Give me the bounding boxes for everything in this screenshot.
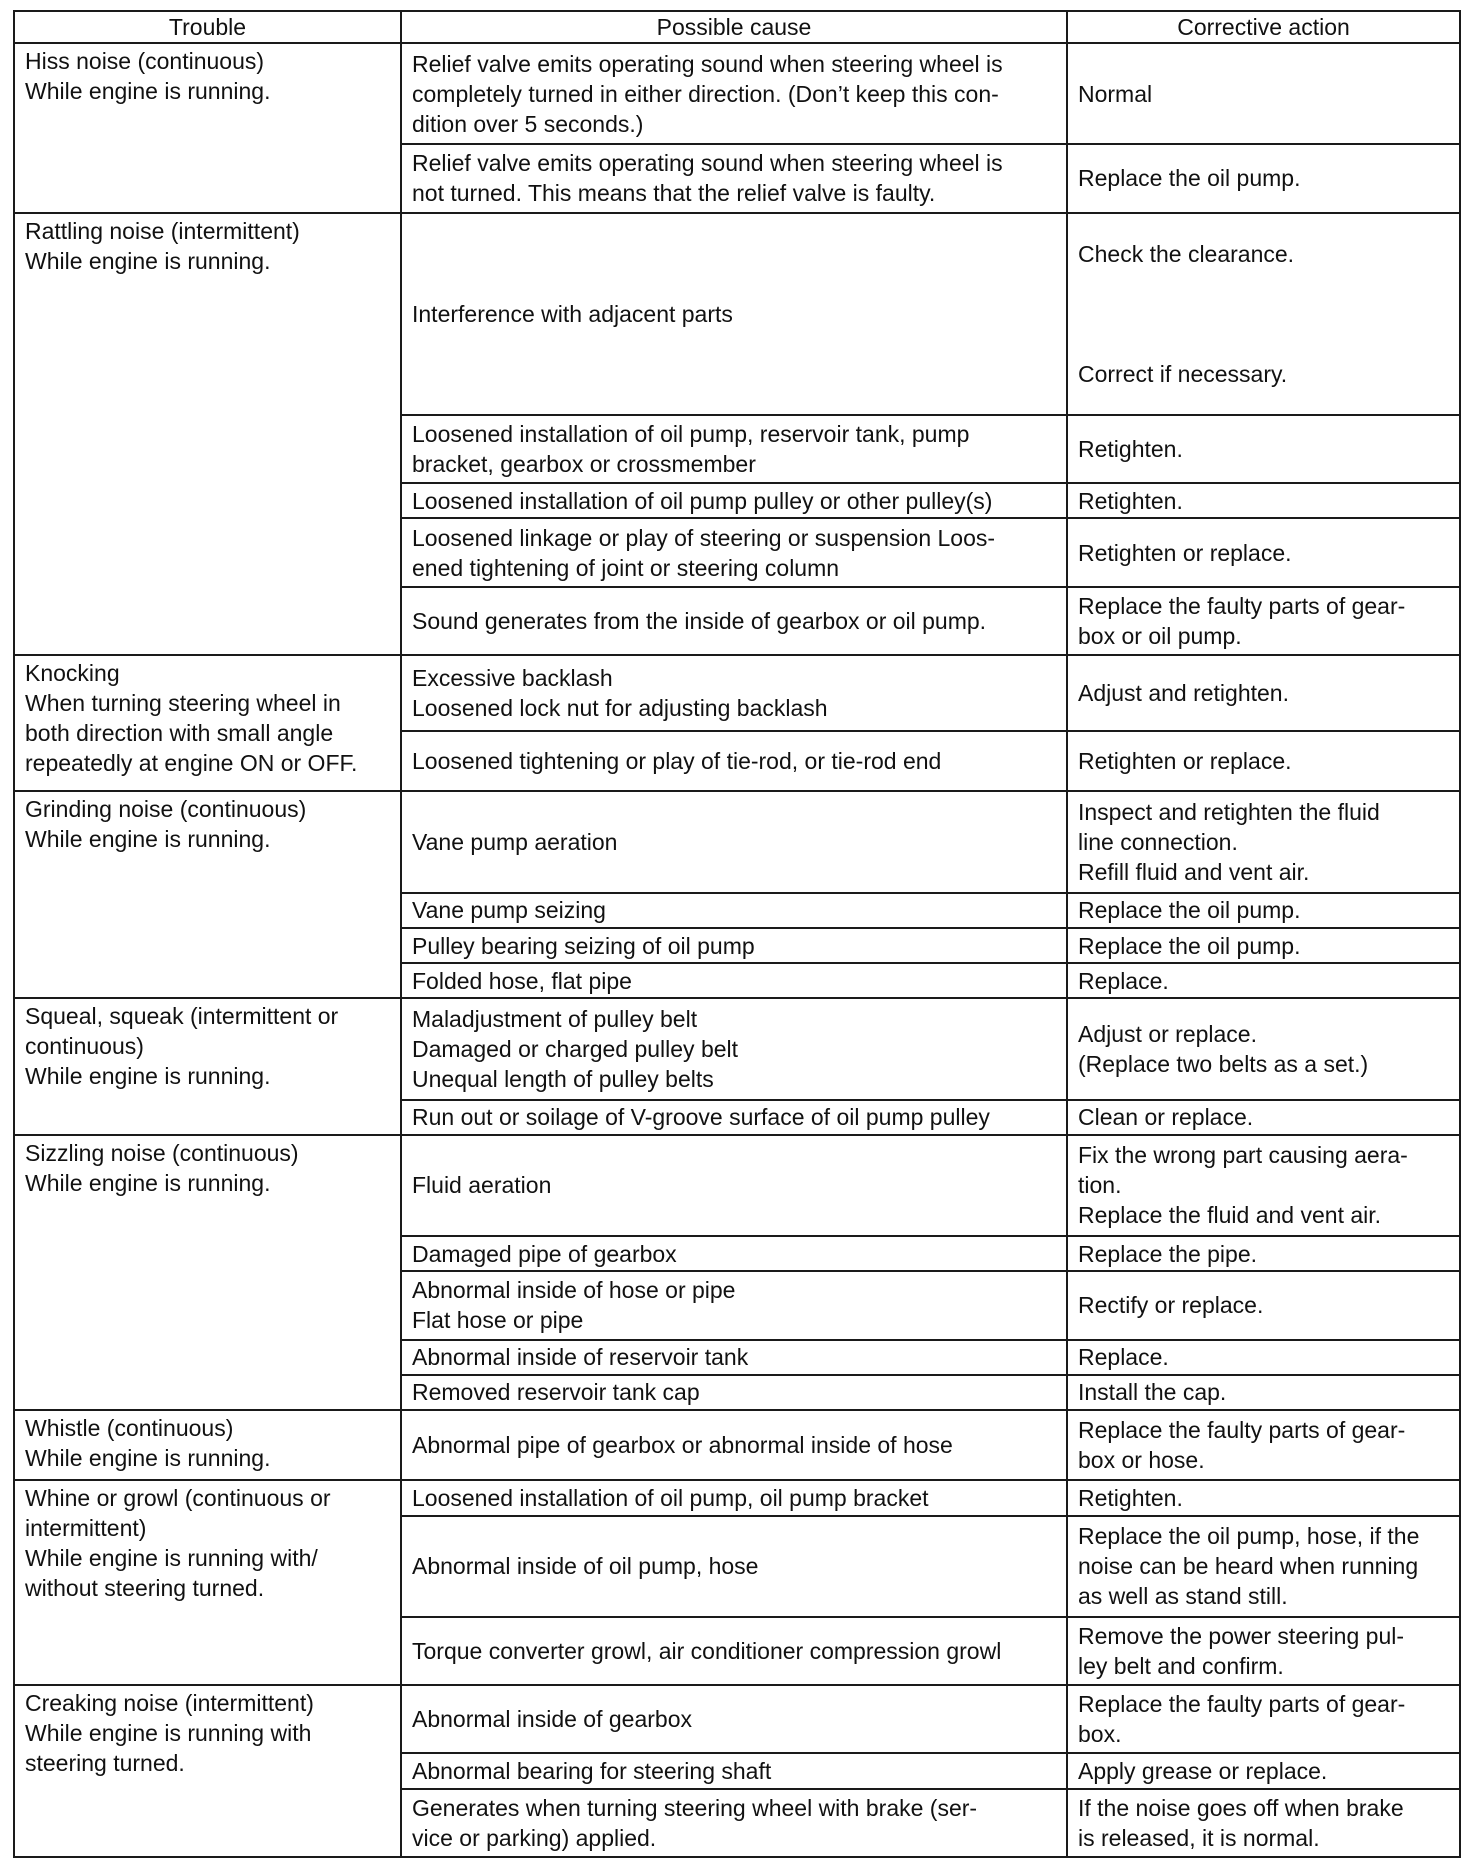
text-line: Whistle (continuous) xyxy=(25,1414,234,1441)
text-line: Abnormal bearing for steering shaft xyxy=(412,1757,772,1784)
possible-cause-cell xyxy=(401,518,1067,586)
corrective-action-cell xyxy=(1067,1100,1460,1135)
text-line: Loosened linkage or play of steering or suspension Loos- xyxy=(412,524,996,551)
text-line: While engine is running. xyxy=(25,78,271,104)
text-line: Replace the faulty parts of gear- xyxy=(1078,1417,1406,1444)
corrective-action-cell xyxy=(1067,1340,1460,1375)
table-row xyxy=(14,655,1460,731)
text-line: Abnormal pipe of gearbox or abnormal inside of hose xyxy=(412,1432,953,1459)
text-line: Replace the oil pump. xyxy=(1078,932,1301,959)
text-line: While engine is running. xyxy=(25,1444,271,1471)
text-line: Vane pump seizing xyxy=(412,897,606,924)
text-line: noise can be heard when running xyxy=(1078,1553,1419,1580)
text-line: Replace. xyxy=(1078,967,1169,994)
table-row xyxy=(14,791,1460,892)
text-line: not turned. This means that the relief valve is faulty. xyxy=(412,180,936,207)
corrective-action-cell xyxy=(1067,655,1460,731)
possible-cause-cell xyxy=(401,1753,1067,1788)
text-line: Rectify or replace. xyxy=(1078,1292,1264,1319)
possible-cause-cell xyxy=(401,963,1067,998)
text-line: Retighten. xyxy=(1078,487,1183,514)
header-corrective-action: Corrective action xyxy=(1067,11,1460,43)
corrective-action-cell xyxy=(1067,415,1460,483)
text-line: line connection. xyxy=(1078,829,1238,856)
possible-cause-cell xyxy=(401,655,1067,731)
text-line: While engine is running with/ xyxy=(25,1545,318,1572)
text-line: Normal xyxy=(1078,80,1153,107)
possible-cause-cell xyxy=(401,415,1067,483)
text-line: Vane pump aeration xyxy=(412,829,618,856)
corrective-action-cell xyxy=(1067,731,1460,792)
table-row xyxy=(14,1410,1460,1480)
text-line: (Replace two belts as a set.) xyxy=(1078,1050,1369,1077)
text-line: as well as stand still. xyxy=(1078,1583,1288,1610)
text-line: Pulley bearing seizing of oil pump xyxy=(412,932,755,959)
table-row xyxy=(14,998,1460,1099)
text-line: While engine is running with xyxy=(25,1720,312,1747)
possible-cause-cell xyxy=(401,1100,1067,1135)
text-line: Replace the faulty parts of gear- xyxy=(1078,1691,1406,1718)
text-line: Abnormal inside of hose or pipe xyxy=(412,1277,736,1304)
table-row xyxy=(14,1135,1460,1236)
corrective-action-cell xyxy=(1067,213,1460,416)
possible-cause-cell xyxy=(401,1789,1067,1857)
possible-cause-cell xyxy=(401,483,1067,518)
trouble-cell xyxy=(14,1135,401,1410)
text-line: Relief valve emits operating sound when steering wheel is xyxy=(412,150,1003,177)
text-line: Whine or growl (continuous or xyxy=(25,1485,331,1512)
text-line: Loosened installation of oil pump, reservoir tank, pump xyxy=(412,421,970,448)
text-line: Replace. xyxy=(1078,1344,1169,1371)
table-row xyxy=(14,1685,1460,1753)
text-line: Retighten. xyxy=(1078,1485,1183,1512)
corrective-action-cell xyxy=(1067,893,1460,928)
possible-cause-cell xyxy=(401,144,1067,212)
text-line: bracket, gearbox or crossmember xyxy=(412,451,756,478)
text-line: Torque converter growl, air conditioner compression growl xyxy=(412,1638,1002,1665)
text-line: Damaged pipe of gearbox xyxy=(412,1240,677,1267)
text-line: Check the clearance. xyxy=(1078,240,1295,267)
text-line: Interference with adjacent parts xyxy=(412,300,733,327)
corrective-action-cell xyxy=(1067,587,1460,655)
possible-cause-cell xyxy=(401,1271,1067,1339)
text-line: Retighten. xyxy=(1078,436,1183,463)
text-line: Flat hose or pipe xyxy=(412,1307,584,1334)
text-line xyxy=(1078,329,1449,359)
text-line: Squeal, squeak (intermittent or xyxy=(25,1003,339,1030)
possible-cause-cell xyxy=(401,998,1067,1099)
troubleshooting-table xyxy=(13,10,1461,1858)
text-line: is released, it is normal. xyxy=(1078,1824,1320,1851)
text-line: Adjust and retighten. xyxy=(1078,679,1289,706)
text-line: ened tightening of joint or steering column xyxy=(412,554,840,581)
corrective-action-cell xyxy=(1067,1236,1460,1271)
corrective-action-cell xyxy=(1067,518,1460,586)
text-line: Replace the oil pump, hose, if the xyxy=(1078,1523,1420,1550)
possible-cause-cell xyxy=(401,1340,1067,1375)
text-line: Replace the fluid and vent air. xyxy=(1078,1202,1382,1229)
text-line: If the noise goes off when brake xyxy=(1078,1794,1404,1821)
text-line: While engine is running. xyxy=(25,1169,271,1196)
corrective-action-cell xyxy=(1067,963,1460,998)
text-line: Replace the faulty parts of gear- xyxy=(1078,592,1406,619)
text-line: Clean or replace. xyxy=(1078,1104,1254,1131)
corrective-action-cell xyxy=(1067,791,1460,892)
text-line: vice or parking) applied. xyxy=(412,1824,657,1851)
text-line: Hiss noise (continuous) xyxy=(25,48,265,74)
trouble-cell xyxy=(14,655,401,791)
possible-cause-cell xyxy=(401,1410,1067,1480)
text-line: When turning steering wheel in xyxy=(25,689,341,716)
text-line: Replace the oil pump. xyxy=(1078,165,1301,192)
possible-cause-cell xyxy=(401,791,1067,892)
text-line: both direction with small angle xyxy=(25,719,334,746)
text-line: Sound generates from the inside of gearbox or oil pump. xyxy=(412,607,987,634)
possible-cause-cell xyxy=(401,587,1067,655)
text-line: Correct if necessary. xyxy=(1078,360,1288,387)
text-line: completely turned in either direction. (Don’t keep this con- xyxy=(412,80,999,107)
text-line: box or oil pump. xyxy=(1078,622,1242,649)
text-line: Rattling noise (intermittent) xyxy=(25,217,300,244)
corrective-action-cell xyxy=(1067,1516,1460,1617)
trouble-cell xyxy=(14,213,401,655)
possible-cause-cell xyxy=(401,1480,1067,1515)
text-line: Fluid aeration xyxy=(412,1172,552,1199)
text-line: Loosened lock nut for adjusting backlash xyxy=(412,694,828,721)
text-line: dition over 5 seconds.) xyxy=(412,110,644,137)
possible-cause-cell xyxy=(401,1236,1067,1271)
corrective-action-cell xyxy=(1067,1685,1460,1753)
text-line: Abnormal inside of reservoir tank xyxy=(412,1344,749,1371)
possible-cause-cell xyxy=(401,43,1067,144)
corrective-action-cell xyxy=(1067,1753,1460,1788)
corrective-action-cell xyxy=(1067,1480,1460,1515)
possible-cause-cell xyxy=(401,1617,1067,1685)
text-line: Generates when turning steering wheel with brake (ser- xyxy=(412,1794,978,1821)
corrective-action-cell xyxy=(1067,928,1460,963)
table-row xyxy=(14,1480,1460,1515)
text-line: Grinding noise (continuous) xyxy=(25,796,307,823)
text-line xyxy=(1078,299,1449,329)
text-line: Remove the power steering pul- xyxy=(1078,1623,1404,1650)
corrective-action-cell xyxy=(1067,1375,1460,1410)
possible-cause-cell xyxy=(401,928,1067,963)
trouble-cell xyxy=(14,1480,401,1685)
text-line: tion. xyxy=(1078,1172,1122,1199)
text-line: Replace the oil pump. xyxy=(1078,897,1301,924)
text-line: Maladjustment of pulley belt xyxy=(412,1005,698,1032)
text-line: Abnormal inside of gearbox xyxy=(412,1706,692,1733)
corrective-action-cell xyxy=(1067,1271,1460,1339)
possible-cause-cell xyxy=(401,1685,1067,1753)
table-row xyxy=(14,43,1460,144)
text-line: Install the cap. xyxy=(1078,1379,1227,1406)
text-line: Relief valve emits operating sound when steering wheel is xyxy=(412,50,1003,77)
text-line: Loosened installation of oil pump, oil pump bracket xyxy=(412,1485,929,1512)
text-line: Creaking noise (intermittent) xyxy=(25,1690,314,1717)
corrective-action-cell xyxy=(1067,998,1460,1099)
text-line: Removed reservoir tank cap xyxy=(412,1379,700,1406)
table-body xyxy=(14,43,1460,1857)
possible-cause-cell xyxy=(401,213,1067,416)
trouble-cell xyxy=(14,1410,401,1480)
trouble-cell xyxy=(14,998,401,1134)
text-line: Damaged or charged pulley belt xyxy=(412,1035,739,1062)
text-line: Refill fluid and vent air. xyxy=(1078,859,1310,886)
text-line: steering turned. xyxy=(25,1750,185,1777)
text-line: ley belt and confirm. xyxy=(1078,1653,1284,1680)
corrective-action-cell xyxy=(1067,483,1460,518)
text-line: Knocking xyxy=(25,659,120,686)
text-line: Excessive backlash xyxy=(412,664,613,691)
text-line: Apply grease or replace. xyxy=(1078,1757,1328,1784)
possible-cause-cell xyxy=(401,1516,1067,1617)
text-line xyxy=(1078,269,1449,299)
header-row xyxy=(14,11,1460,43)
text-line: Folded hose, flat pipe xyxy=(412,967,632,994)
possible-cause-cell xyxy=(401,1135,1067,1236)
text-line: repeatedly at engine ON or OFF. xyxy=(25,749,358,776)
corrective-action-cell xyxy=(1067,1410,1460,1480)
text-line: Adjust or replace. xyxy=(1078,1020,1257,1047)
text-line: While engine is running. xyxy=(25,247,271,274)
corrective-action-cell xyxy=(1067,144,1460,212)
text-line: Fix the wrong part causing aera- xyxy=(1078,1142,1408,1169)
corrective-action-cell xyxy=(1067,43,1460,144)
trouble-cell xyxy=(14,43,401,213)
text-line: While engine is running. xyxy=(25,826,271,853)
possible-cause-cell xyxy=(401,731,1067,792)
text-line: without steering turned. xyxy=(25,1575,265,1602)
text-line: intermittent) xyxy=(25,1515,147,1542)
corrective-action-cell xyxy=(1067,1135,1460,1236)
text-line: Loosened tightening or play of tie-rod, or tie-rod end xyxy=(412,747,942,774)
text-line: Abnormal inside of oil pump, hose xyxy=(412,1553,759,1580)
trouble-cell xyxy=(14,791,401,998)
text-line: continuous) xyxy=(25,1033,144,1060)
text-line: Replace the pipe. xyxy=(1078,1240,1258,1267)
text-line: box. xyxy=(1078,1721,1122,1748)
corrective-action-cell xyxy=(1067,1789,1460,1857)
corrective-action-cell xyxy=(1067,1617,1460,1685)
table-row xyxy=(14,213,1460,416)
text-line: Loosened installation of oil pump pulley or other pulley(s) xyxy=(412,487,993,514)
text-line: box or hose. xyxy=(1078,1447,1205,1474)
header-possible-cause: Possible cause xyxy=(401,11,1067,43)
header-trouble: Trouble xyxy=(14,11,401,43)
text-line: Run out or soilage of V-groove surface of oil pump pulley xyxy=(412,1104,990,1131)
possible-cause-cell xyxy=(401,893,1067,928)
text-line: Sizzling noise (continuous) xyxy=(25,1139,299,1166)
trouble-cell xyxy=(14,1685,401,1857)
text-line: While engine is running. xyxy=(25,1063,271,1090)
text-line: Retighten or replace. xyxy=(1078,747,1292,774)
text-line: Unequal length of pulley belts xyxy=(412,1065,714,1092)
text-line: Retighten or replace. xyxy=(1078,539,1292,566)
text-line: Inspect and retighten the fluid xyxy=(1078,799,1380,826)
possible-cause-cell xyxy=(401,1375,1067,1410)
